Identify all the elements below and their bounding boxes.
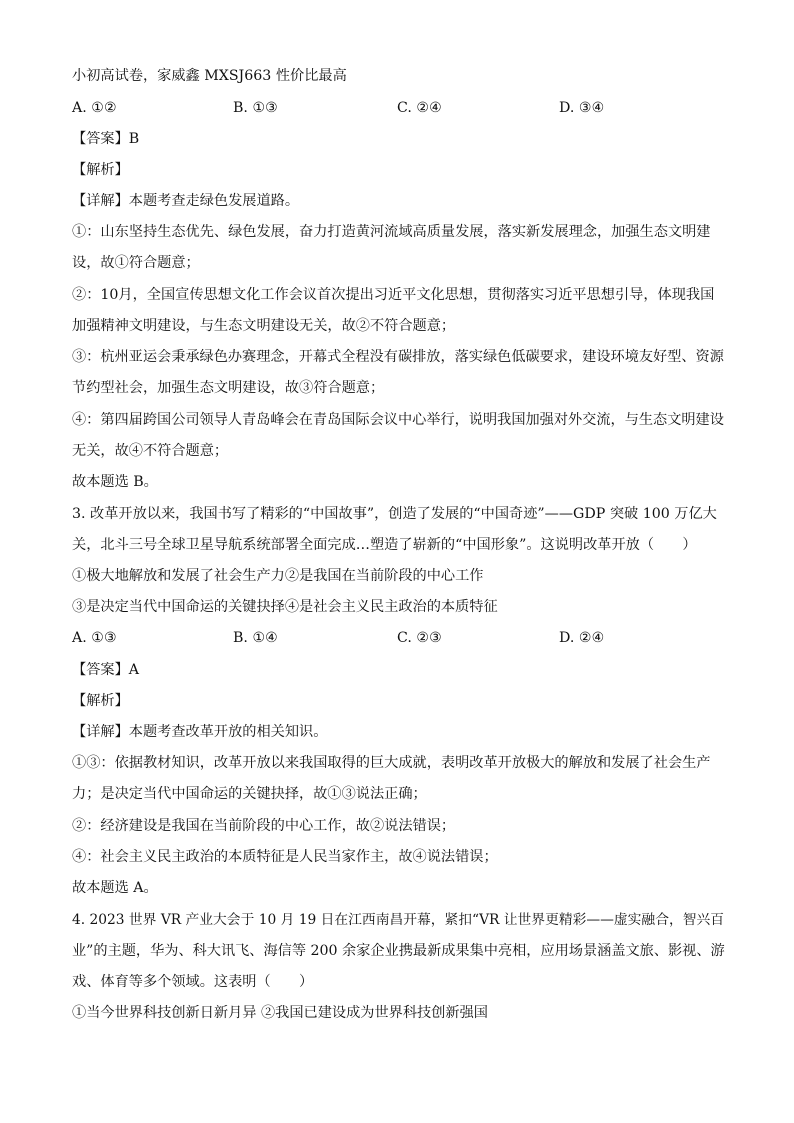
q3-stem-line: 3. 改革开放以来，我国书写了精彩的“中国故事”，创造了发展的“中国奇迹”——GDP 突破 100 万亿大 xyxy=(72,506,717,522)
q2-analysis-line: ③：杭州亚运会秉承绿色办赛理念，开幕式全程没有碳排放，落实绿色低碳要求，建设环境友好型、资源 xyxy=(72,349,724,365)
q3-analysis-line: ④：社会主义民主政治的本质特征是人民当家作主，故④说法错误； xyxy=(72,849,498,865)
q2-option-b: B. ①③ xyxy=(233,100,278,116)
q3-option-a: A. ①③ xyxy=(72,630,117,646)
q2-analysis-line: 设，故①符合题意； xyxy=(72,255,200,271)
q2-analysis-line: ①：山东坚持生态优先、绿色发展，奋力打造黄河流域高质量发展，落实新发展理念，加强生态文明建 xyxy=(72,224,711,240)
q4-stem-line: 4. 2023 世界 VR 产业大会于 10 月 19 日在江西南昌开幕，紧扣“VR 让世界更精彩——虚实融合，智兴百 xyxy=(72,912,725,928)
q4-stem-line: 戏、体育等多个领域。这表明（ ） xyxy=(72,974,314,990)
q3-option-c: C. ②③ xyxy=(397,630,442,646)
q2-analysis-line: ②：10月，全国宣传思想文化工作会议首次提出习近平文化思想，贯彻落实习近平思想引导，体现我国 xyxy=(72,287,715,303)
q3-analysis-line: ②：经济建设是我国在当前阶段的中心工作，故②说法错误； xyxy=(72,818,456,834)
header-line: 小初高试卷，家威鑫 MXSJ663 性价比最高 xyxy=(72,68,347,84)
q2-option-c: C. ②④ xyxy=(397,100,442,116)
q2-option-d: D. ③④ xyxy=(559,100,605,116)
q3-statement-line: ③是决定当代中国命运的关键抉择④是社会主义民主政治的本质特征 xyxy=(72,599,498,615)
q3-analysis-label: 【解析】 xyxy=(72,693,129,709)
q3-analysis-line: ①③：依据教材知识，改革开放以来我国取得的巨大成就，表明改革开放极大的解放和发展了社会生产 xyxy=(72,755,711,771)
q2-detail: 【详解】本题考查走绿色发展道路。 xyxy=(72,193,300,209)
q3-option-d: D. ②④ xyxy=(559,630,605,646)
q3-conclusion: 故本题选 A。 xyxy=(72,880,158,896)
q2-analysis-label: 【解析】 xyxy=(72,162,129,178)
q2-analysis-line: 无关，故④不符合题意； xyxy=(72,443,229,459)
q3-answer: 【答案】A xyxy=(72,662,139,678)
q3-stem-line: 关，北斗三号全球卫星导航系统部署全面完成…塑造了崭新的“中国形象”。这说明改革开放（ ） xyxy=(72,537,697,553)
q2-answer: 【答案】B xyxy=(72,131,140,147)
q3-analysis-line: 力；是决定当代中国命运的关键抉择，故①③说法正确； xyxy=(72,786,427,802)
q2-option-a: A. ①② xyxy=(72,100,117,116)
q2-analysis-line: ④：第四届跨国公司领导人青岛峰会在青岛国际会议中心举行，说明我国加强对外交流，与生态文明建设 xyxy=(72,412,724,428)
q2-analysis-line: 加强精神文明建设，与生态文明建设无关，故②不符合题意； xyxy=(72,318,456,334)
q4-stem-line: 业”的主题，华为、科大讯飞、海信等 200 余家企业携最新成果集中亮相，应用场景涵盖文旅、影视、游 xyxy=(72,943,725,959)
q3-option-b: B. ①④ xyxy=(233,630,278,646)
q2-conclusion: 故本题选 B。 xyxy=(72,474,158,490)
q3-statement-line: ①极大地解放和发展了社会生产力②是我国在当前阶段的中心工作 xyxy=(72,568,484,584)
q3-detail: 【详解】本题考查改革开放的相关知识。 xyxy=(72,724,328,740)
q4-statement-line: ①当今世界科技创新日新月异 ②我国已建设成为世界科技创新强国 xyxy=(72,1005,488,1021)
q2-analysis-line: 节约型社会，加强生态文明建设，故③符合题意； xyxy=(72,380,385,396)
